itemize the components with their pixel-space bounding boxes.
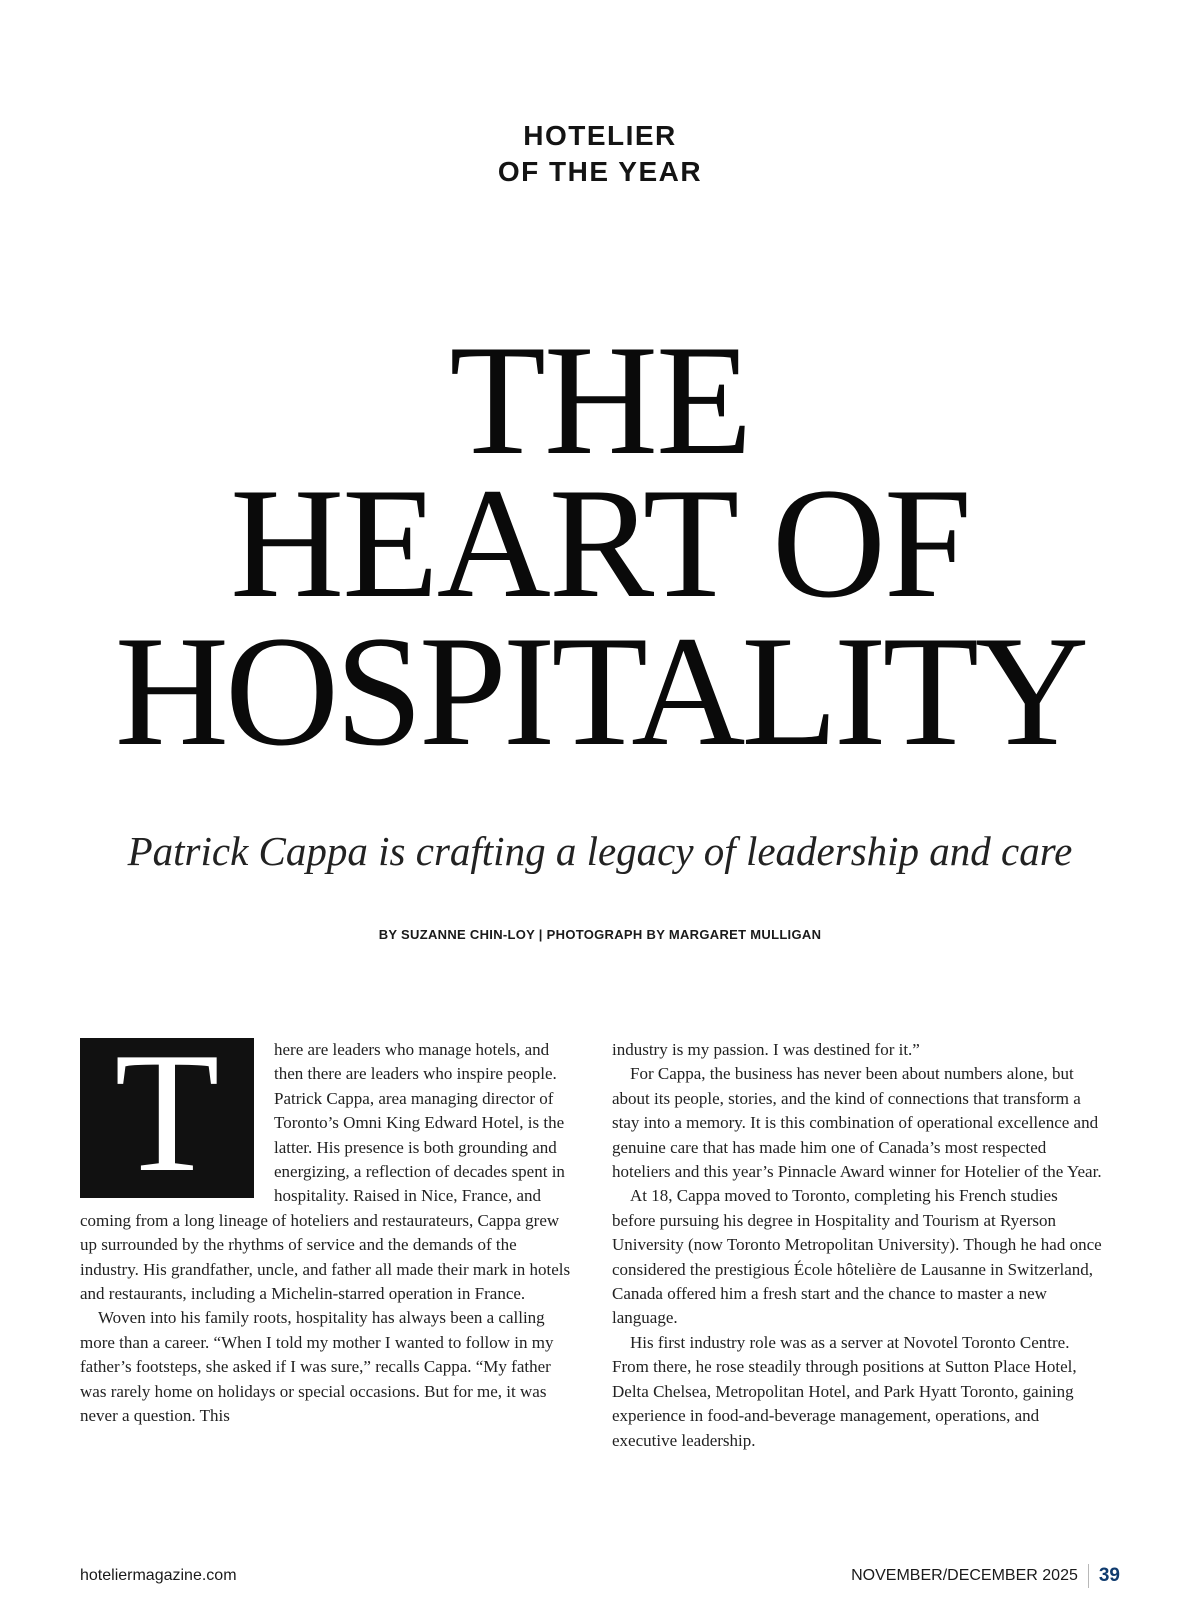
headline-line-2: HEART OF [230, 456, 970, 631]
footer-divider [1088, 1564, 1089, 1588]
paragraph: here are leaders who manage hotels, and then there are leaders who inspire people. Patrick Cappa, area managing director of Toronto’s Omni King Edward Hotel, is the latter. His presence is both grounding and energizing, a reflection of decades spent in hospitality. Raised in Nice, France, and coming from a long lineage of hoteliers and restaurateurs, Cappa grew up surrounded by the rhythms of service and the demands of the industry. His grandfather, uncle, and father all made their mark in hotels and restaurants, including a Michelin-starred operation in France. [80, 1040, 571, 1304]
drop-cap: T [80, 1038, 254, 1198]
paragraph: For Cappa, the business has never been about numbers alone, but about its people, stories, and the kind of connections that transform a stay into a memory. It is this combination of operational excellence and genuine care that has made him one of Canada’s most respected hoteliers and this year’s Pinnacle Award winner for Hotelier of the Year. [612, 1064, 1102, 1182]
footer-folio [851, 1564, 1120, 1588]
footer-issue-date: NOVEMBER/DECEMBER 2025 [851, 1567, 1078, 1584]
kicker-line-2: OF THE YEAR [497, 156, 703, 187]
headline [0, 313, 1200, 779]
byline: BY SUZANNE CHIN-LOY | PHOTOGRAPH BY MARGARET MULLIGAN [378, 927, 822, 942]
article-column-left [80, 1038, 571, 1429]
headline-line-3: HOSPITALITY [114, 604, 1086, 779]
paragraph: industry is my passion. I was destined for it.” [612, 1040, 920, 1059]
headline-line-1: THE [449, 313, 751, 488]
section-kicker [0, 118, 1200, 190]
paragraph: His first industry role was as a server at Novotel Toronto Centre. From there, he rose steadily through positions at Sutton Place Hotel, Delta Chelsea, Metropolitan Hotel, and Park Hyatt Toronto, gaining experience in food-and-beverage management, operations, and executive leadership. [612, 1332, 1077, 1450]
paragraph: Woven into his family roots, hospitality has always been a calling more than a career. “When I told my mother I wanted to follow in my father’s footsteps, she asked if I was sure,” recalls Cappa. “My father was rarely home on holidays or special occasions. But for me, it was never a question. This [80, 1308, 554, 1426]
paragraph: At 18, Cappa moved to Toronto, completing his French studies before pursuing his degree in Hospitality and Tourism at Ryerson University (now Toronto Metropolitan University). Though he had once considered the prestigious École hôtelière de Lausanne in Switzerland, Canada offered him a fresh start and the chance to master a new language. [612, 1186, 1102, 1328]
deck-subtitle: Patrick Cappa is crafting a legacy of leadership and care [127, 828, 1073, 874]
footer-website: hoteliermagazine.com [80, 1567, 237, 1584]
kicker-line-1: HOTELIER [523, 120, 677, 151]
article-column-right [612, 1038, 1103, 1453]
page-number: 39 [1098, 1565, 1120, 1586]
